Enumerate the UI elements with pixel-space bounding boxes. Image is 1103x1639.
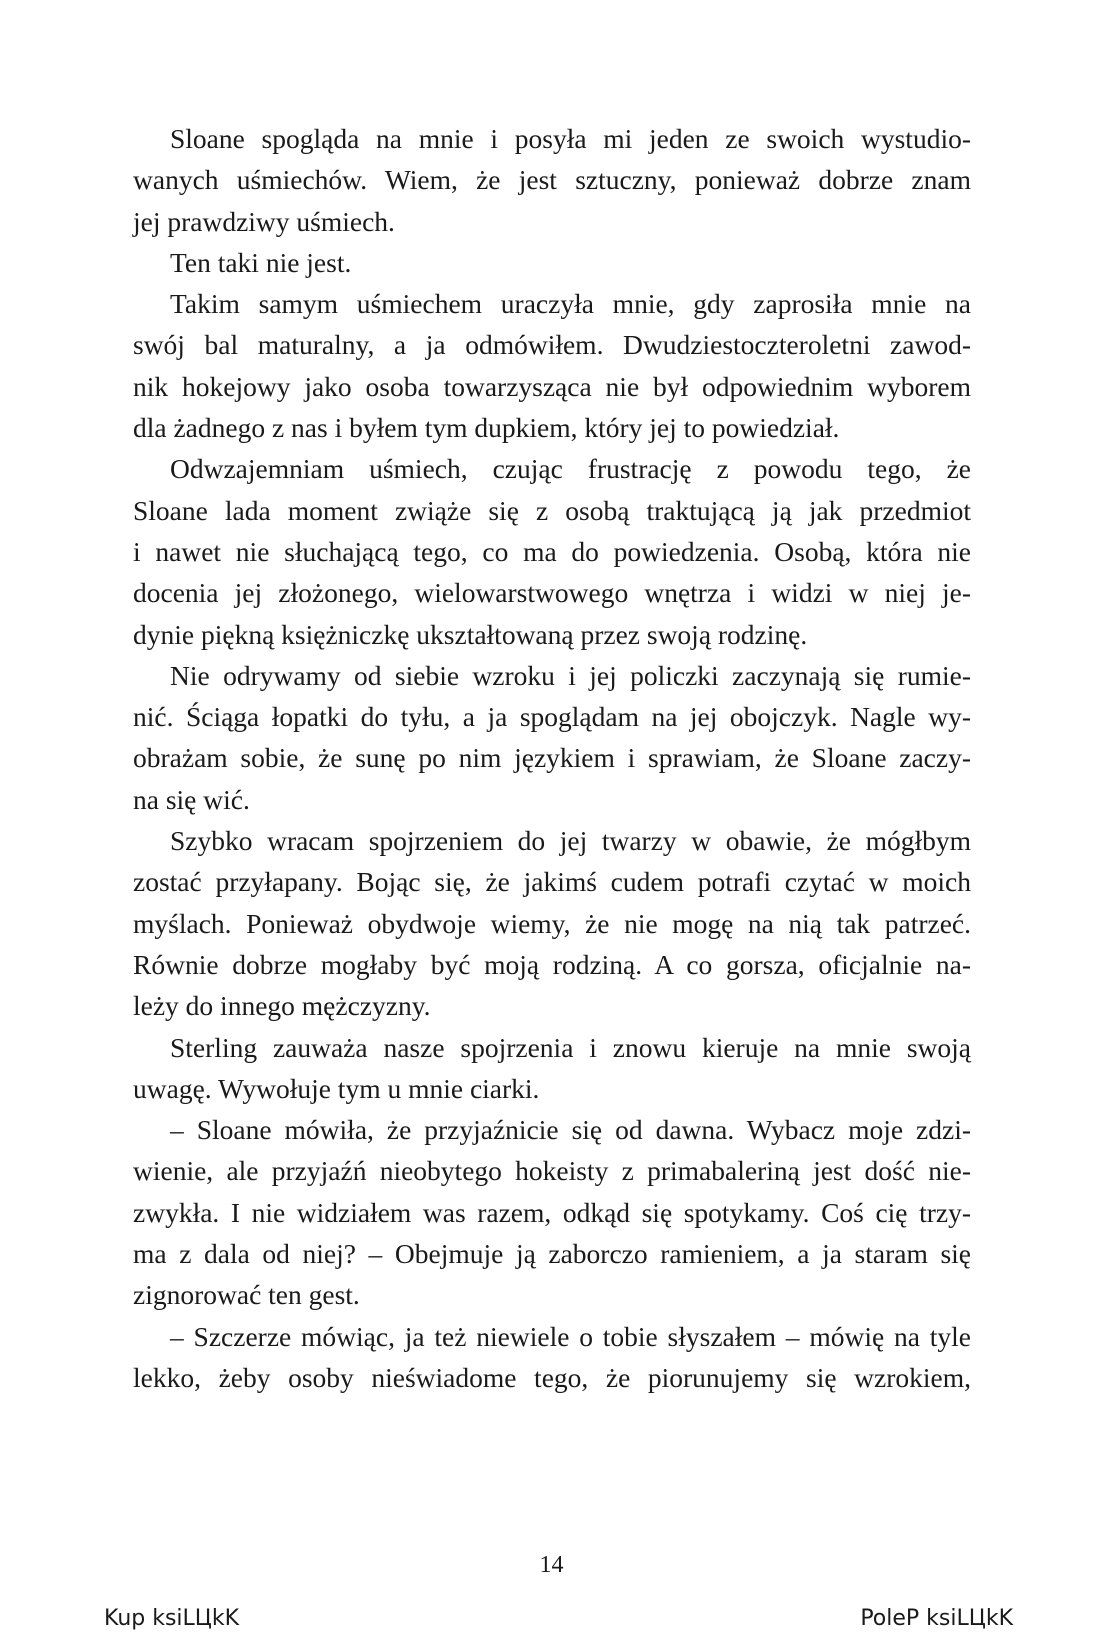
text-line: myślach. Ponieważ obydwoje wiemy, że nie mogę na nią tak patrzeć. xyxy=(133,907,971,939)
text-line: dynie piękną księżniczkę ukształtowaną przez swoją rodzinę. xyxy=(133,618,808,650)
text-line: i nawet nie słuchającą tego, co ma do powiedzenia. Osobą, która nie xyxy=(133,535,971,567)
recommend-book-link[interactable]: PoleP ksiLЦkK xyxy=(860,1606,1013,1631)
page-number: 14 xyxy=(539,1552,564,1578)
text-line: swój bal maturalny, a ja odmówiłem. Dwudziestoczteroletni zawod- xyxy=(133,329,971,361)
text-line: – Szczerze mówiąc, ja też niewiele o tobie słyszałem – mówię na tyle xyxy=(170,1320,971,1352)
text-line: zignorować ten gest. xyxy=(133,1279,360,1311)
text-line: zwykła. I nie widziałem was razem, odkąd się spotykamy. Coś cię trzy- xyxy=(133,1196,971,1228)
text-line: – Sloane mówiła, że przyjaźnicie się od dawna. Wybacz moje zdzi- xyxy=(170,1114,971,1146)
body-text xyxy=(133,118,971,1398)
text-line: docenia jej złożonego, wielowarstwowego wnętrza i widzi w niej je- xyxy=(133,577,971,609)
text-line: Równie dobrze mogłaby być moją rodziną. A co gorsza, oficjalnie na- xyxy=(133,948,971,980)
text-line: nić. Ściąga łopatki do tyłu, a ja spoglądam na jej obojczyk. Nagle wy- xyxy=(133,701,971,733)
text-line: Szybko wracam spojrzeniem do jej twarzy w obawie, że mógłbym xyxy=(170,825,971,857)
text-line: ma z dala od niej? – Obejmuje ją zaborczo ramieniem, a ja staram się xyxy=(133,1238,971,1270)
text-line: Sterling zauważa nasze spojrzenia i znowu kieruje na mnie swoją xyxy=(170,1031,971,1063)
text-line: lekko, żeby osoby nieświadome tego, że piorunujemy się wzrokiem, xyxy=(133,1361,971,1393)
text-line: Takim samym uśmiechem uraczyła mnie, gdy zaprosiła mnie na xyxy=(170,288,971,320)
text-line: wienie, ale przyjaźń nieobytego hokeisty z primabaleriną jest dość nie- xyxy=(133,1155,971,1187)
text-line: Sloane spogląda na mnie i posyła mi jeden ze swoich wystudio- xyxy=(170,123,971,154)
text-line: Sloane lada moment zwiąże się z osobą traktującą ją jak przedmiot xyxy=(133,494,971,526)
text-line: obrażam sobie, że sunę po nim językiem i sprawiam, że Sloane zaczy- xyxy=(133,742,971,774)
text-line: Odwzajemniam uśmiech, czując frustrację z powodu tego, że xyxy=(170,453,971,485)
text-line: zostać przyłapany. Bojąc się, że jakimś cudem potrafi czytać w moich xyxy=(133,866,971,898)
text-line: Ten taki nie jest. xyxy=(170,246,352,278)
text-line: wanych uśmiechów. Wiem, że jest sztuczny, ponieważ dobrze znam xyxy=(133,164,971,196)
text-line: leży do innego mężczyzny. xyxy=(133,990,431,1022)
text-line: nik hokejowy jako osoba towarzysząca nie był odpowiednim wyborem xyxy=(133,370,971,402)
text-line: na się wić. xyxy=(133,783,250,815)
text-line: jej prawdziwy uśmiech. xyxy=(133,205,395,237)
buy-book-link[interactable]: Kup ksiLЦkK xyxy=(104,1606,240,1631)
text-line: Nie odrywamy od siebie wzroku i jej policzki zaczynają się rumie- xyxy=(170,659,971,691)
text-line: dla żadnego z nas i byłem tym dupkiem, który jej to powiedział. xyxy=(133,412,840,444)
text-line: uwagę. Wywołuje tym u mnie ciarki. xyxy=(133,1072,540,1104)
